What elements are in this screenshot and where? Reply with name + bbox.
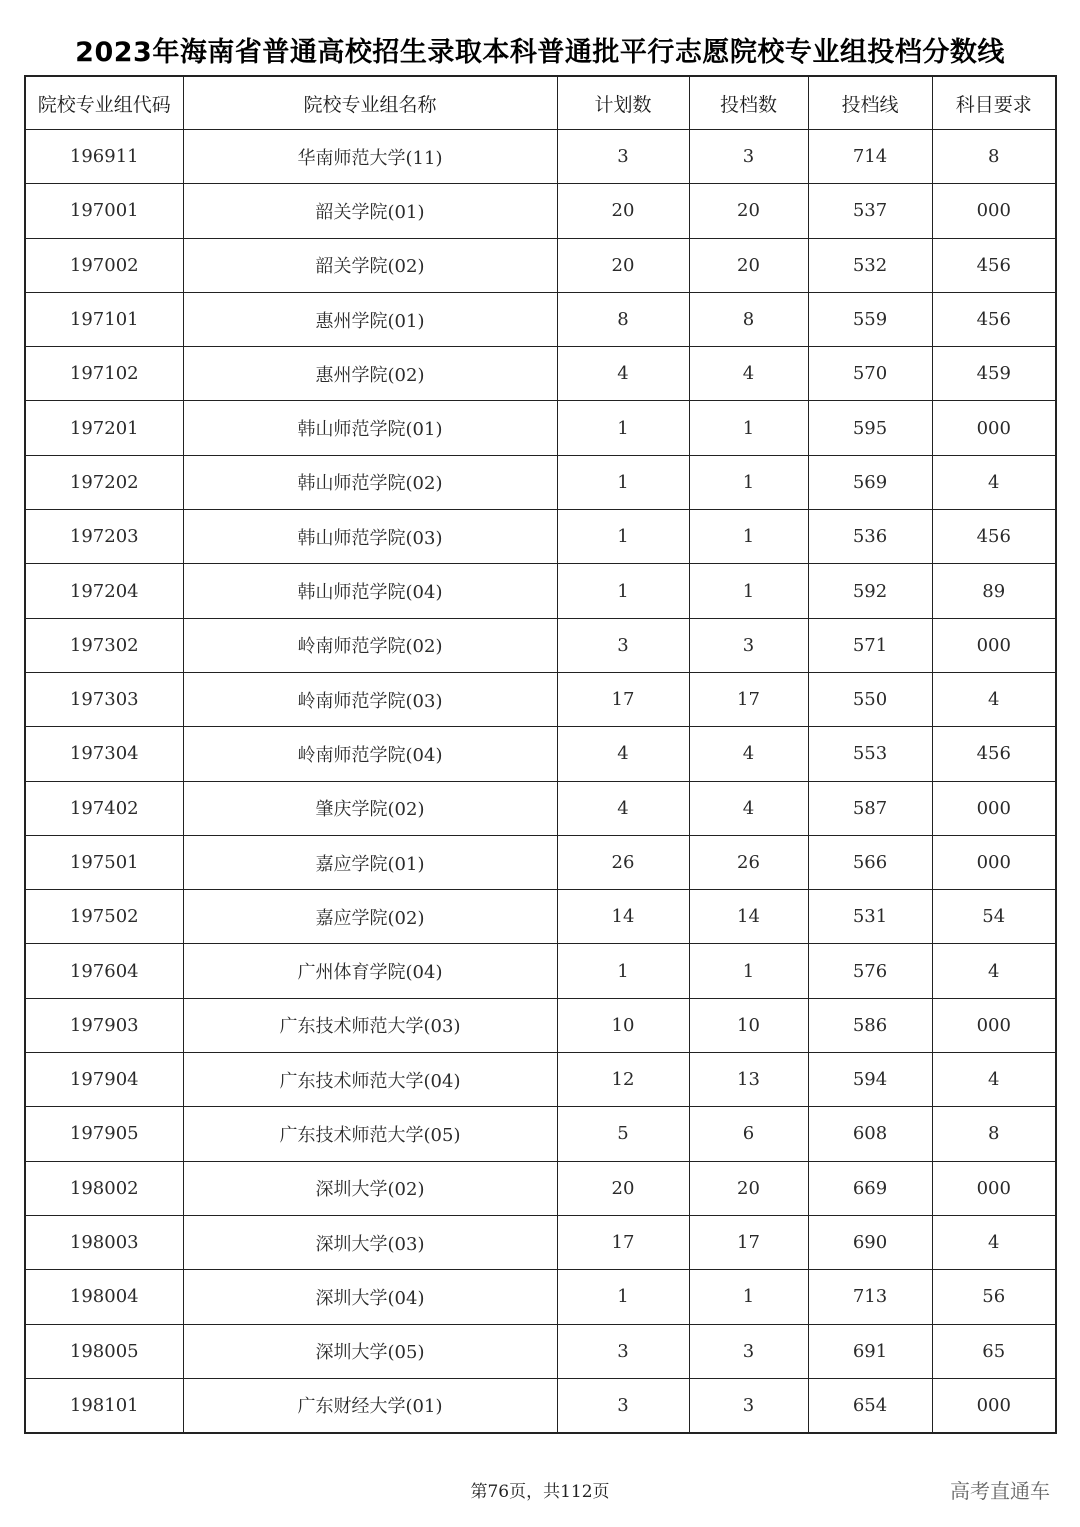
header-plan-count: 计划数 xyxy=(557,76,689,130)
cutoff-score-cell: 559 xyxy=(808,292,932,346)
table-row xyxy=(25,401,1056,455)
admitted-count-cell: 14 xyxy=(689,890,808,944)
group-code-cell: 198101 xyxy=(25,1378,183,1433)
group-name-cell: 深圳大学(03) xyxy=(183,1215,557,1269)
header-group-code: 院校专业组代码 xyxy=(25,76,183,130)
group-name-cell: 韶关学院(01) xyxy=(183,184,557,238)
subject-requirement-cell: 000 xyxy=(932,835,1056,889)
admitted-count-cell: 17 xyxy=(689,1215,808,1269)
table-row xyxy=(25,781,1056,835)
group-code-cell: 197101 xyxy=(25,292,183,346)
group-name-cell: 韩山师范学院(01) xyxy=(183,401,557,455)
subject-requirement-cell: 000 xyxy=(932,184,1056,238)
group-code-cell: 197501 xyxy=(25,835,183,889)
table-row xyxy=(25,835,1056,889)
cutoff-score-cell: 532 xyxy=(808,238,932,292)
group-code-cell: 197904 xyxy=(25,1053,183,1107)
admitted-count-cell: 4 xyxy=(689,727,808,781)
subject-requirement-cell: 000 xyxy=(932,1161,1056,1215)
group-code-cell: 197002 xyxy=(25,238,183,292)
group-code-cell: 198005 xyxy=(25,1324,183,1378)
group-code-cell: 197304 xyxy=(25,727,183,781)
admitted-count-cell: 1 xyxy=(689,564,808,618)
table-row xyxy=(25,347,1056,401)
table-row xyxy=(25,564,1056,618)
group-name-cell: 深圳大学(04) xyxy=(183,1270,557,1324)
admitted-count-cell: 1 xyxy=(689,455,808,509)
plan-count-cell: 1 xyxy=(557,455,689,509)
table-row xyxy=(25,238,1056,292)
subject-requirement-cell: 8 xyxy=(932,1107,1056,1161)
plan-count-cell: 1 xyxy=(557,401,689,455)
group-name-cell: 惠州学院(01) xyxy=(183,292,557,346)
group-code-cell: 197604 xyxy=(25,944,183,998)
plan-count-cell: 8 xyxy=(557,292,689,346)
group-code-cell: 197203 xyxy=(25,510,183,564)
group-name-cell: 肇庆学院(02) xyxy=(183,781,557,835)
plan-count-cell: 1 xyxy=(557,564,689,618)
subject-requirement-cell: 56 xyxy=(932,1270,1056,1324)
plan-count-cell: 14 xyxy=(557,890,689,944)
page-title: 2023年海南省普通高校招生录取本科普通批平行志愿院校专业组投档分数线 xyxy=(75,37,1005,68)
subject-requirement-cell: 4 xyxy=(932,672,1056,726)
subject-requirement-cell: 4 xyxy=(932,1053,1056,1107)
group-code-cell: 197905 xyxy=(25,1107,183,1161)
plan-count-cell: 1 xyxy=(557,1270,689,1324)
subject-requirement-cell: 8 xyxy=(932,130,1056,184)
table-row xyxy=(25,727,1056,781)
cutoff-score-cell: 654 xyxy=(808,1378,932,1433)
admitted-count-cell: 13 xyxy=(689,1053,808,1107)
cutoff-score-cell: 550 xyxy=(808,672,932,726)
plan-count-cell: 3 xyxy=(557,1378,689,1433)
table-row xyxy=(25,1215,1056,1269)
admitted-count-cell: 10 xyxy=(689,998,808,1052)
plan-count-cell: 20 xyxy=(557,238,689,292)
table-row xyxy=(25,130,1056,184)
group-name-cell: 惠州学院(02) xyxy=(183,347,557,401)
cutoff-score-cell: 571 xyxy=(808,618,932,672)
cutoff-score-cell: 553 xyxy=(808,727,932,781)
admitted-count-cell: 17 xyxy=(689,672,808,726)
admitted-count-cell: 6 xyxy=(689,1107,808,1161)
table-row xyxy=(25,998,1056,1052)
cutoff-score-cell: 691 xyxy=(808,1324,932,1378)
page-number: 第76页，共112页 xyxy=(470,1482,610,1502)
subject-requirement-cell: 000 xyxy=(932,1378,1056,1433)
plan-count-cell: 3 xyxy=(557,618,689,672)
cutoff-score-cell: 586 xyxy=(808,998,932,1052)
admitted-count-cell: 1 xyxy=(689,1270,808,1324)
admitted-count-cell: 3 xyxy=(689,1324,808,1378)
plan-count-cell: 3 xyxy=(557,1324,689,1378)
source-watermark: 高考直通车 xyxy=(950,1479,1050,1503)
admitted-count-cell: 3 xyxy=(689,1378,808,1433)
plan-count-cell: 1 xyxy=(557,510,689,564)
group-name-cell: 深圳大学(05) xyxy=(183,1324,557,1378)
header-admitted-count: 投档数 xyxy=(689,76,808,130)
table-row xyxy=(25,618,1056,672)
cutoff-score-cell: 714 xyxy=(808,130,932,184)
group-name-cell: 嘉应学院(01) xyxy=(183,835,557,889)
group-code-cell: 197202 xyxy=(25,455,183,509)
cutoff-score-cell: 713 xyxy=(808,1270,932,1324)
group-code-cell: 196911 xyxy=(25,130,183,184)
group-name-cell: 韩山师范学院(04) xyxy=(183,564,557,618)
subject-requirement-cell: 54 xyxy=(932,890,1056,944)
subject-requirement-cell: 456 xyxy=(932,727,1056,781)
admitted-count-cell: 3 xyxy=(689,130,808,184)
subject-requirement-cell: 456 xyxy=(932,292,1056,346)
group-name-cell: 韶关学院(02) xyxy=(183,238,557,292)
plan-count-cell: 1 xyxy=(557,944,689,998)
plan-count-cell: 4 xyxy=(557,347,689,401)
group-code-cell: 198004 xyxy=(25,1270,183,1324)
plan-count-cell: 26 xyxy=(557,835,689,889)
cutoff-score-cell: 531 xyxy=(808,890,932,944)
admitted-count-cell: 4 xyxy=(689,781,808,835)
subject-requirement-cell: 000 xyxy=(932,618,1056,672)
group-name-cell: 嘉应学院(02) xyxy=(183,890,557,944)
cutoff-score-cell: 566 xyxy=(808,835,932,889)
group-code-cell: 197303 xyxy=(25,672,183,726)
group-code-cell: 197102 xyxy=(25,347,183,401)
group-name-cell: 韩山师范学院(02) xyxy=(183,455,557,509)
group-code-cell: 198003 xyxy=(25,1215,183,1269)
table-row xyxy=(25,184,1056,238)
group-code-cell: 197402 xyxy=(25,781,183,835)
group-name-cell: 广州体育学院(04) xyxy=(183,944,557,998)
table-row xyxy=(25,944,1056,998)
group-code-cell: 198002 xyxy=(25,1161,183,1215)
plan-count-cell: 12 xyxy=(557,1053,689,1107)
plan-count-cell: 4 xyxy=(557,727,689,781)
subject-requirement-cell: 4 xyxy=(932,455,1056,509)
admitted-count-cell: 1 xyxy=(689,401,808,455)
group-code-cell: 197903 xyxy=(25,998,183,1052)
group-name-cell: 广东财经大学(01) xyxy=(183,1378,557,1433)
cutoff-score-cell: 587 xyxy=(808,781,932,835)
subject-requirement-cell: 4 xyxy=(932,1215,1056,1269)
subject-requirement-cell: 000 xyxy=(932,401,1056,455)
subject-requirement-cell: 459 xyxy=(932,347,1056,401)
group-name-cell: 广东技术师范大学(04) xyxy=(183,1053,557,1107)
plan-count-cell: 5 xyxy=(557,1107,689,1161)
group-name-cell: 岭南师范学院(04) xyxy=(183,727,557,781)
table-row xyxy=(25,1324,1056,1378)
header-subject-requirement: 科目要求 xyxy=(932,76,1056,130)
admitted-count-cell: 4 xyxy=(689,347,808,401)
plan-count-cell: 17 xyxy=(557,1215,689,1269)
admitted-count-cell: 1 xyxy=(689,944,808,998)
admitted-count-cell: 26 xyxy=(689,835,808,889)
group-code-cell: 197001 xyxy=(25,184,183,238)
group-code-cell: 197204 xyxy=(25,564,183,618)
admitted-count-cell: 20 xyxy=(689,238,808,292)
subject-requirement-cell: 4 xyxy=(932,944,1056,998)
admitted-count-cell: 3 xyxy=(689,618,808,672)
subject-requirement-cell: 000 xyxy=(932,781,1056,835)
header-group-name: 院校专业组名称 xyxy=(183,76,557,130)
table-row xyxy=(25,1107,1056,1161)
table-row xyxy=(25,1161,1056,1215)
table-row xyxy=(25,672,1056,726)
group-code-cell: 197201 xyxy=(25,401,183,455)
cutoff-score-cell: 569 xyxy=(808,455,932,509)
cutoff-score-cell: 537 xyxy=(808,184,932,238)
cutoff-score-cell: 536 xyxy=(808,510,932,564)
subject-requirement-cell: 456 xyxy=(932,238,1056,292)
plan-count-cell: 20 xyxy=(557,184,689,238)
admitted-count-cell: 20 xyxy=(689,184,808,238)
group-name-cell: 岭南师范学院(03) xyxy=(183,672,557,726)
plan-count-cell: 4 xyxy=(557,781,689,835)
cutoff-score-cell: 608 xyxy=(808,1107,932,1161)
table-header-row xyxy=(25,76,1056,130)
plan-count-cell: 10 xyxy=(557,998,689,1052)
table-row xyxy=(25,1270,1056,1324)
subject-requirement-cell: 000 xyxy=(932,998,1056,1052)
table-row xyxy=(25,510,1056,564)
header-cutoff-score: 投档线 xyxy=(808,76,932,130)
cutoff-score-cell: 576 xyxy=(808,944,932,998)
subject-requirement-cell: 89 xyxy=(932,564,1056,618)
group-name-cell: 韩山师范学院(03) xyxy=(183,510,557,564)
plan-count-cell: 3 xyxy=(557,130,689,184)
cutoff-score-cell: 592 xyxy=(808,564,932,618)
plan-count-cell: 17 xyxy=(557,672,689,726)
score-table xyxy=(24,75,1057,1434)
cutoff-score-cell: 690 xyxy=(808,1215,932,1269)
group-name-cell: 华南师范大学(11) xyxy=(183,130,557,184)
cutoff-score-cell: 594 xyxy=(808,1053,932,1107)
group-code-cell: 197302 xyxy=(25,618,183,672)
table-row xyxy=(25,890,1056,944)
cutoff-score-cell: 595 xyxy=(808,401,932,455)
admitted-count-cell: 20 xyxy=(689,1161,808,1215)
table-body xyxy=(25,130,1056,1434)
subject-requirement-cell: 65 xyxy=(932,1324,1056,1378)
table-row xyxy=(25,455,1056,509)
plan-count-cell: 20 xyxy=(557,1161,689,1215)
table-row xyxy=(25,292,1056,346)
admitted-count-cell: 8 xyxy=(689,292,808,346)
admitted-count-cell: 1 xyxy=(689,510,808,564)
cutoff-score-cell: 669 xyxy=(808,1161,932,1215)
table-row xyxy=(25,1378,1056,1433)
group-name-cell: 广东技术师范大学(03) xyxy=(183,998,557,1052)
group-name-cell: 岭南师范学院(02) xyxy=(183,618,557,672)
table-row xyxy=(25,1053,1056,1107)
group-name-cell: 深圳大学(02) xyxy=(183,1161,557,1215)
subject-requirement-cell: 456 xyxy=(932,510,1056,564)
cutoff-score-cell: 570 xyxy=(808,347,932,401)
group-name-cell: 广东技术师范大学(05) xyxy=(183,1107,557,1161)
group-code-cell: 197502 xyxy=(25,890,183,944)
